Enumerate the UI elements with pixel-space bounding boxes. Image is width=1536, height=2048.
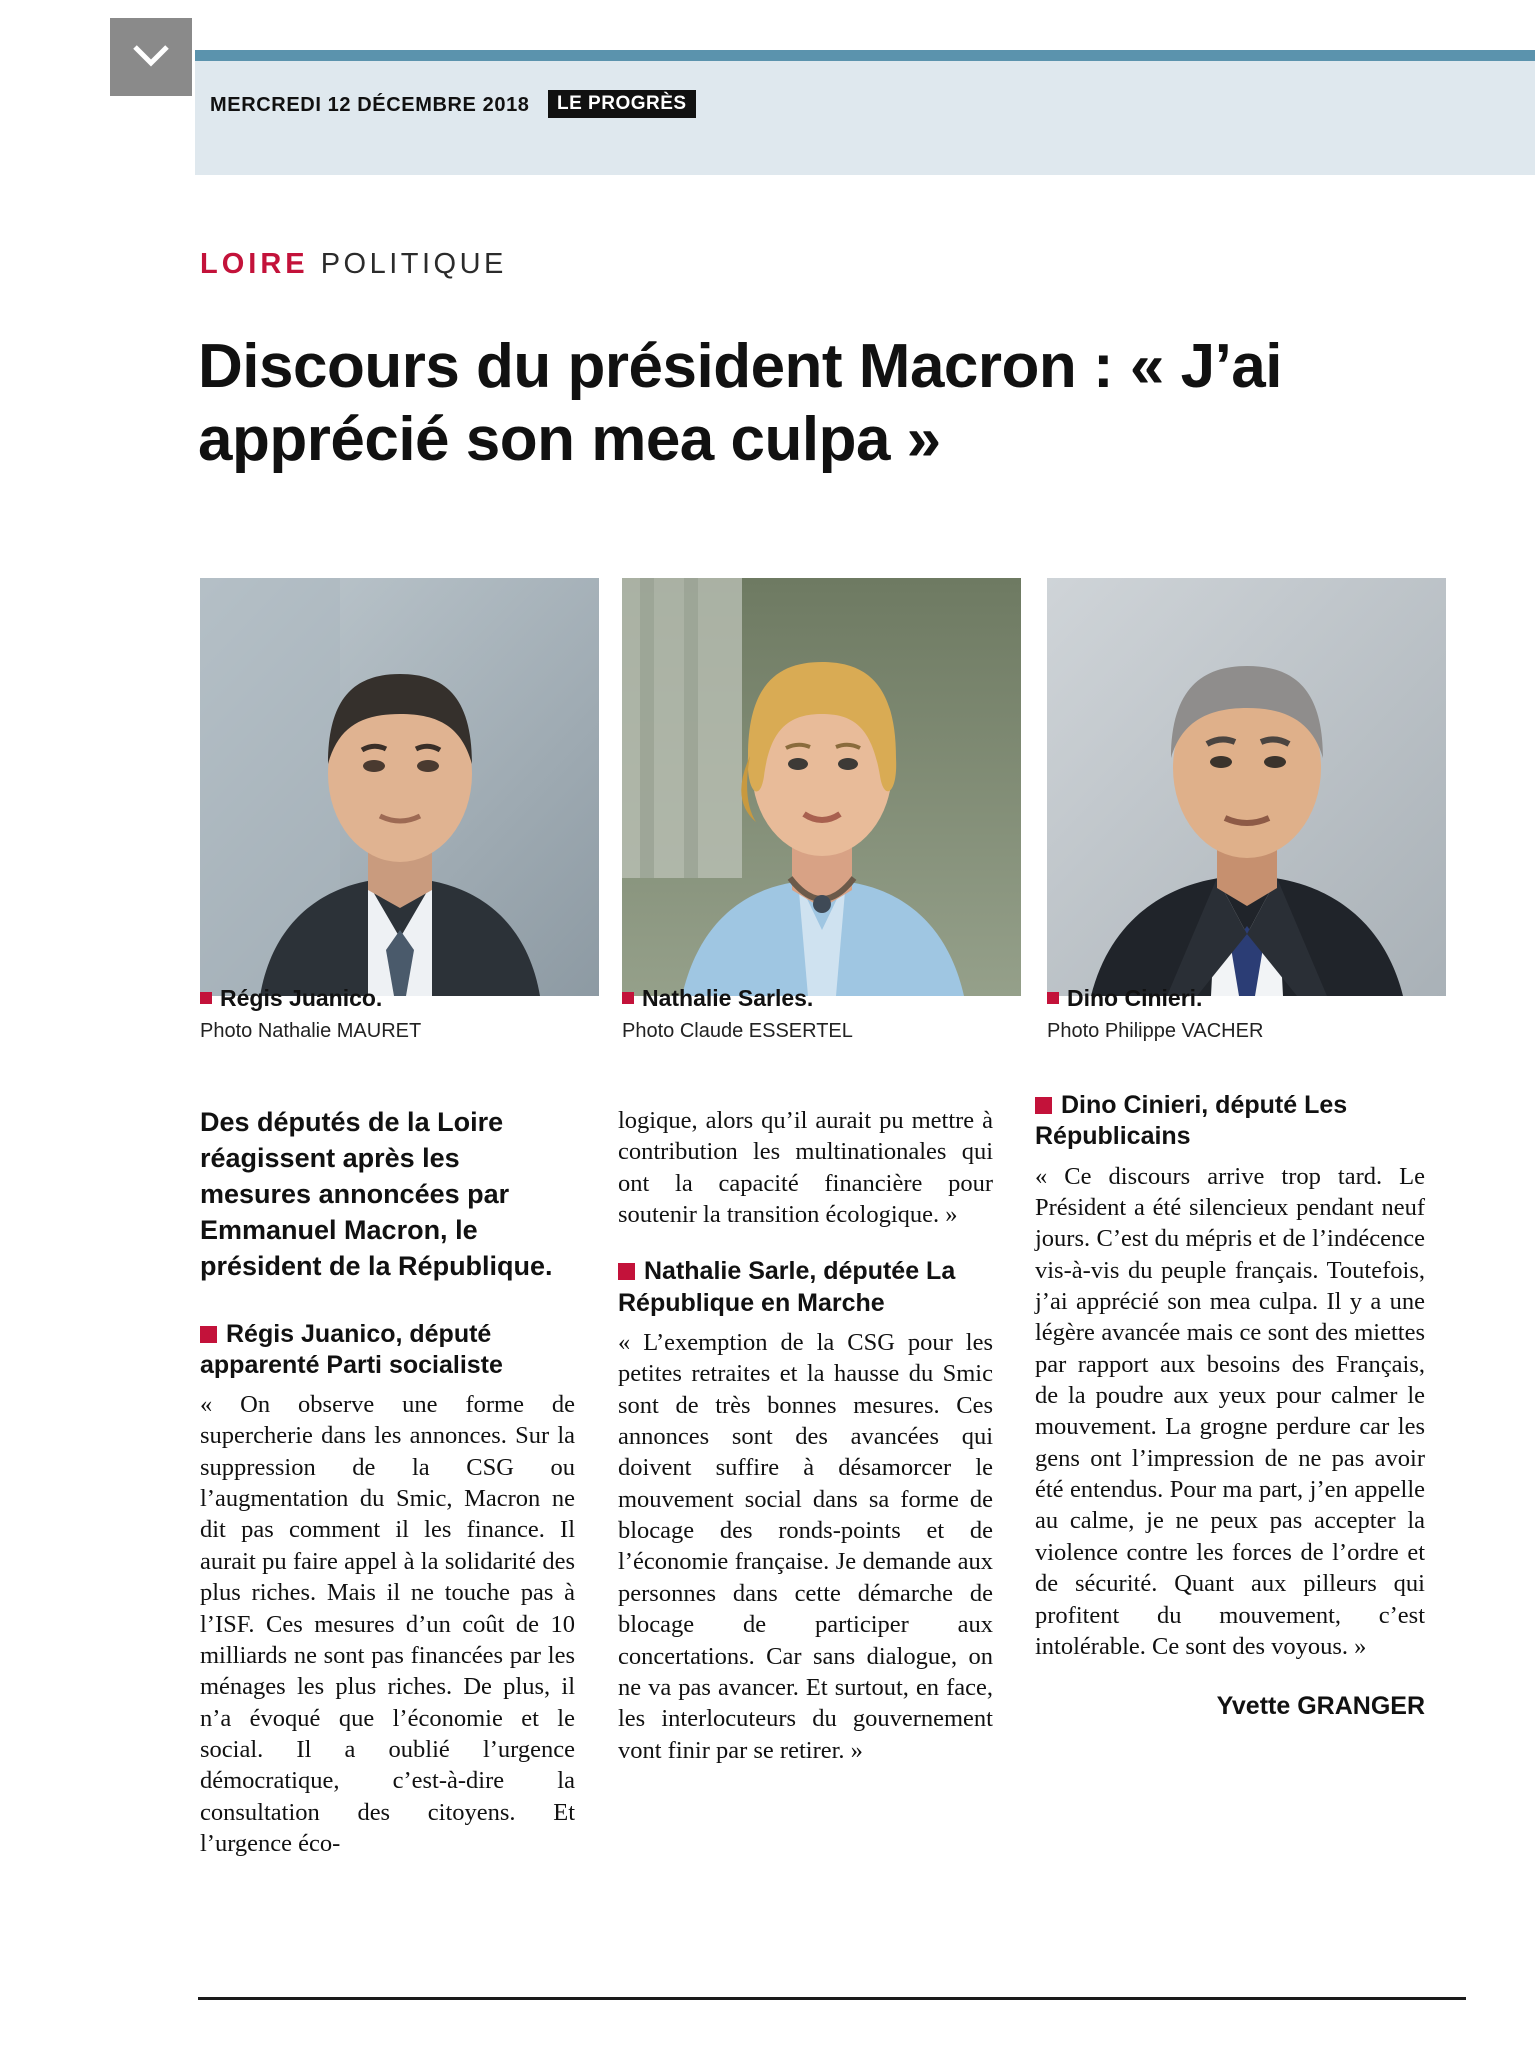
photo-nathalie-sarles	[622, 578, 1021, 996]
kicker-section: POLITIQUE	[320, 248, 507, 280]
body-juanico-part1: « On observe une forme de supercherie dans les annonces. Sur la suppression de la CSG ou l’augmentation du Smic, Macron ne dit pas comment il les finance. Il aurait pu faire appel à la solidarité des plus riches. Mais il ne touche pas à l’ISF. Ces mesures d’un coût de 10 milliards ne sont pas financées par les ménages les plus riches. De plus, il n’a évoqué que l’économie et le social. Il a oublié l’urgence démocratique, c’est-à-dire la consultation des citoyens. Et l’urgence éco-	[200, 1391, 575, 1858]
issue-date: MERCREDI 12 DÉCEMBRE 2018	[210, 94, 530, 116]
header-rule	[195, 50, 1535, 61]
photo-caption-name-1	[200, 985, 382, 1012]
subhead-sarle	[618, 1256, 993, 1319]
subhead-sarle-text: Nathalie Sarle, députée La République en Marche	[618, 1257, 956, 1317]
caption-text-3: Dino Cinieri.	[1067, 985, 1203, 1011]
article-column-3	[1035, 1090, 1425, 1722]
page-header	[0, 0, 1536, 175]
subhead-juanico-text: Régis Juanico, député apparenté Parti socialiste	[200, 1319, 503, 1379]
standfirst: Des députés de la Loire réagissent après les mesures annoncées par Emmanuel Macron, le président de la République.	[200, 1107, 553, 1281]
article-column-1	[200, 1105, 575, 1859]
bullet-square-icon	[622, 992, 634, 1004]
bullet-square-icon	[1047, 992, 1059, 1004]
chevron-down-icon	[133, 44, 169, 68]
kicker	[200, 248, 507, 281]
caption-text-1: Régis Juanico.	[220, 985, 383, 1011]
portrait-dino-cinieri-image	[1047, 578, 1446, 996]
subhead-cinieri-text: Dino Cinieri, député Les Républicains	[1035, 1091, 1348, 1151]
photo-caption-name-3	[1047, 985, 1202, 1012]
bullet-square-icon	[200, 1326, 217, 1343]
bullet-square-icon	[200, 992, 212, 1004]
photo-credit-2: Photo Claude ESSERTEL	[622, 1020, 853, 1042]
portrait-nathalie-sarles-image	[622, 578, 1021, 996]
photo-regis-juanico	[200, 578, 599, 996]
bullet-square-icon	[618, 1263, 635, 1280]
corner-tab	[110, 18, 192, 96]
article-column-2	[618, 1105, 993, 1766]
subhead-cinieri	[1035, 1090, 1425, 1153]
photo-dino-cinieri	[1047, 578, 1446, 996]
kicker-region: LOIRE	[200, 248, 309, 280]
subhead-juanico	[200, 1319, 575, 1382]
body-cinieri: « Ce discours arrive trop tard. Le Président a été silencieux pendant neuf jours. C’est du mépris et de l’indécence vis-à-vis du peuple français. Toutefois, j’ai apprécié son mea culpa. Il y a une légère avancée mais ce sont des miettes par rapport aux besoins des Français, de la poudre aux yeux pour calmer le mouvement. La grogne perdure car les gens ont l’impression de ne pas avoir été entendus. Pour ma part, j’en appelle au calme, je ne peux pas accepter la violence contre les forces de l’ordre et de sécurité. Quant aux pilleurs qui profitent du mouvement, c’est intolérable. Ce sont des voyous. »	[1035, 1162, 1425, 1660]
bullet-square-icon	[1035, 1097, 1052, 1114]
photo-caption-name-2	[622, 985, 813, 1012]
footer-rule	[198, 1997, 1466, 2000]
portrait-regis-juanico-image	[200, 578, 599, 996]
body-juanico-part2: logique, alors qu’il aurait pu mettre à contribution les multinationales qui ont la capacité financière pour soutenir la transition écologique. »	[618, 1107, 993, 1229]
caption-text-2: Nathalie Sarles.	[642, 985, 814, 1011]
body-sarle: « L’exemption de la CSG pour les petites retraites et la hausse du Smic sont de très bonnes mesures. Ces annonces sont des avancées qui doivent suffire à désamorcer le mouvement social dans sa forme de blocage des ronds-points et de l’économie française. Je demande aux personnes dans cette démarche de blocage de participer aux concertations. Car sans dialogue, on ne va pas avancer. Et surtout, en face, les interlocuteurs du gouvernement vont finir par se retirer. »	[618, 1328, 993, 1764]
page-title: Discours du président Macron : « J’ai apprécié son mea culpa »	[198, 332, 1282, 475]
masthead-badge: LE PROGRÈS	[548, 90, 696, 118]
byline: Yvette GRANGER	[1216, 1692, 1425, 1721]
photo-credit-3: Photo Philippe VACHER	[1047, 1020, 1264, 1042]
photo-credit-1: Photo Nathalie MAURET	[200, 1020, 422, 1042]
